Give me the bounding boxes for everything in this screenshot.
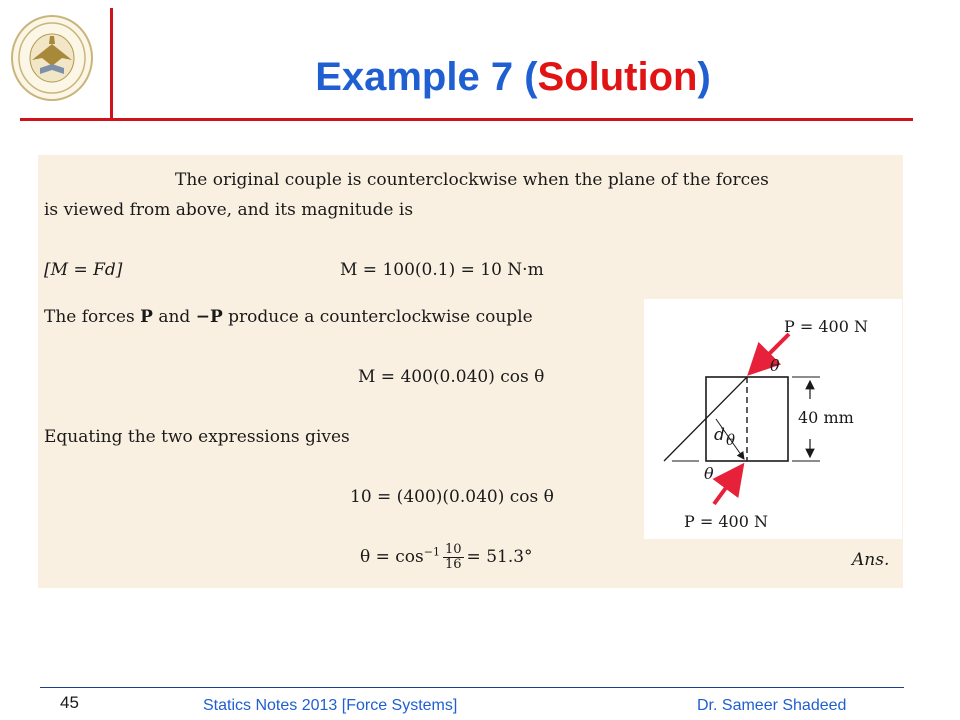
theta-bottom-label: θ — [704, 464, 714, 483]
forces-text-a: The forces — [44, 307, 141, 327]
forces-text-c: produce a counterclockwise couple — [222, 307, 533, 327]
footer-author: Dr. Sameer Shadeed — [697, 697, 847, 714]
theta-top-label: θ — [770, 356, 780, 375]
footer-rule — [40, 687, 904, 688]
fraction-numerator: 10 — [445, 542, 462, 557]
equation-4-lhs: θ = cos — [360, 547, 424, 567]
forces-text-b: and — [152, 307, 196, 327]
intro-line-2: is viewed from above, and its magnitude is — [44, 200, 414, 220]
equation-3: 10 = (400)(0.040) cos θ — [350, 487, 554, 507]
equation-1-label: [M = Fd] — [44, 260, 123, 280]
couple-diagram — [644, 299, 902, 539]
header-horizontal-rule — [20, 118, 913, 121]
force-neg-p: −P — [195, 307, 223, 327]
d-label: d — [714, 425, 725, 445]
intro-line-1: The original couple is counterclockwise when the plane of the forces — [175, 170, 769, 190]
fraction-denominator: 16 — [445, 557, 462, 572]
equation-1: M = 100(0.1) = 10 N·m — [340, 260, 544, 280]
force-p: P — [140, 307, 153, 327]
footer-course-title: Statics Notes 2013 [Force Systems] — [203, 697, 458, 714]
theta-mid-label: θ — [726, 431, 736, 449]
equation-4-rhs: = 51.3° — [466, 547, 533, 567]
fraction — [443, 543, 464, 572]
forces-statement — [44, 307, 533, 327]
equation-4 — [360, 543, 533, 572]
bottom-force-arrow — [714, 466, 742, 504]
slide-title — [113, 52, 913, 102]
equation-4-superscript: −1 — [423, 545, 440, 559]
title-main: Example 7 ( — [315, 55, 538, 99]
solution-panel — [38, 155, 903, 588]
title-close: ) — [697, 55, 711, 99]
top-force-label: P = 400 N — [784, 317, 868, 336]
university-logo — [10, 14, 94, 102]
equating-statement: Equating the two expressions gives — [44, 427, 350, 447]
equation-2: M = 400(0.040) cos θ — [358, 367, 545, 387]
page-number: 45 — [60, 693, 79, 712]
title-solution: Solution — [537, 55, 698, 99]
answer-label: Ans. — [852, 550, 890, 570]
bottom-force-label: P = 400 N — [684, 512, 768, 531]
dimension-label: 40 mm — [798, 408, 854, 427]
